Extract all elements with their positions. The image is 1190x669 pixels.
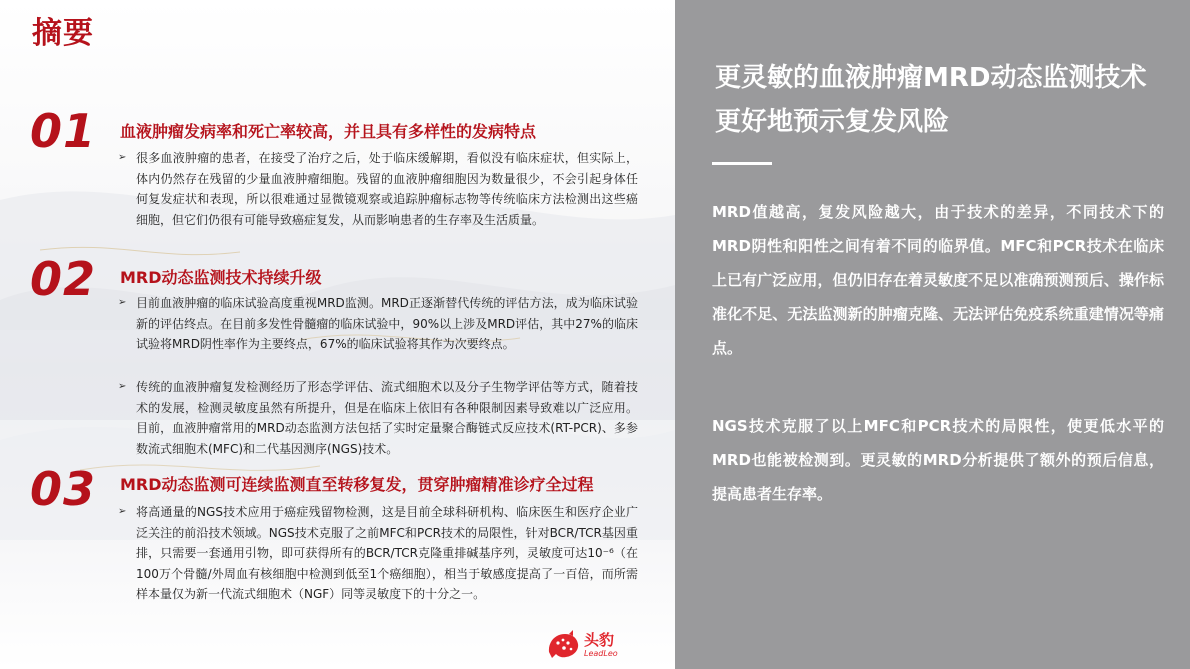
section-number-02: 02 bbox=[30, 252, 97, 306]
bullet-text: 将高通量的NGS技术应用于癌症残留物检测，这是目前全球科研机构、临床医生和医疗企业广泛关注的前沿技术领域。NGS技术克服了之前MFC和PCR技术的局限性，针对BCR/TCR基因重排，只需要一套通用引物，即可获得所有的BCR/TCR克隆重排碱基序列，灵敏度可达10⁻⁶（在100万个骨髓/外周血有核细胞中检测到低至1个癌细胞），相当于敏感度提高了一百倍，而所需样本量仅为新一代流式细胞术（NGF）同等灵敏度下的十分之一。 bbox=[136, 505, 638, 601]
summary-paragraph-2: NGS技术克服了以上MFC和PCR技术的局限性，使更低水平的MRD也能被检测到。更灵敏的MRD分析提供了额外的预后信息，提高患者生存率。 bbox=[712, 417, 1164, 503]
summary-paragraph-1: MRD值越高，复发风险越大，由于技术的差异，不同技术下的MRD阴性和阳性之间有着不同的临界值。MFC和PCR技术在临床上已有广泛应用，但仍旧存在着灵敏度不足以准确预测预后、操作标准化不足、无法监测新的肿瘤克隆、无法评估免疫系统重建情况等痛点。 bbox=[712, 203, 1164, 357]
bullet-arrow-icon: ➢ bbox=[118, 297, 127, 308]
section-heading-02: MRD动态监测技术持续升级 bbox=[120, 268, 322, 287]
section-02-bullet-2 bbox=[118, 377, 638, 459]
section-01-bullet bbox=[118, 148, 638, 230]
section-number-01: 01 bbox=[30, 104, 97, 158]
title-divider bbox=[712, 162, 772, 165]
section-number-03: 03 bbox=[30, 462, 97, 516]
logo-text-cn: 头豹 bbox=[584, 630, 615, 649]
section-02-bullet-1 bbox=[118, 293, 638, 355]
bullet-arrow-icon: ➢ bbox=[118, 152, 127, 163]
bullet-text: 传统的血液肿瘤复发检测经历了形态学评估、流式细胞术以及分子生物学评估等方式，随着技术的发展，检测灵敏度虽然有所提升，但是在临床上依旧有各种限制因素导致难以广泛应用。目前，血液肿瘤常用的MRD动态监测方法包括了实时定量聚合酶链式反应技术(RT-PCR)、多参数流式细胞术(MFC)和二代基因测序(NGS)技术。 bbox=[136, 380, 638, 456]
logo-text-en: LeadLeo bbox=[584, 648, 618, 658]
leadleo-logo bbox=[546, 630, 618, 660]
bullet-text: 很多血液肿瘤的患者，在接受了治疗之后，处于临床缓解期，看似没有临床症状，但实际上，体内仍然存在残留的少量血液肿瘤细胞。残留的血液肿瘤细胞因为数量很少，不会引起身体任何复发症状和表现，所以很难通过显微镜观察或追踪肿瘤标志物等传统临床方法检测出这些癌细胞，但它们仍很有可能导致癌症复发，从而影响患者的生存率及生活质量。 bbox=[136, 151, 638, 227]
summary-title: 更灵敏的血液肿瘤MRD动态监测技术更好地预示复发风险 bbox=[715, 63, 1147, 137]
section-heading-01: 血液肿瘤发病率和死亡率较高，并且具有多样性的发病特点 bbox=[120, 122, 537, 141]
section-03-bullet bbox=[118, 502, 638, 605]
bullet-text: 目前血液肿瘤的临床试验高度重视MRD监测。MRD正逐渐替代传统的评估方法，成为临床试验新的评估终点。在目前多发性骨髓瘤的临床试验中，90%以上涉及MRD评估，其中27%的临床试验将MRD阴性率作为主要终点，67%的临床试验将其作为次要终点。 bbox=[136, 296, 638, 351]
page-title: 摘要 bbox=[32, 16, 94, 51]
right-summary-panel bbox=[675, 0, 1190, 669]
leopard-logo-icon bbox=[546, 630, 580, 660]
bullet-arrow-icon: ➢ bbox=[118, 381, 127, 392]
bullet-arrow-icon: ➢ bbox=[118, 506, 127, 517]
section-heading-03: MRD动态监测可连续监测直至转移复发，贯穿肿瘤精准诊疗全过程 bbox=[120, 475, 594, 494]
